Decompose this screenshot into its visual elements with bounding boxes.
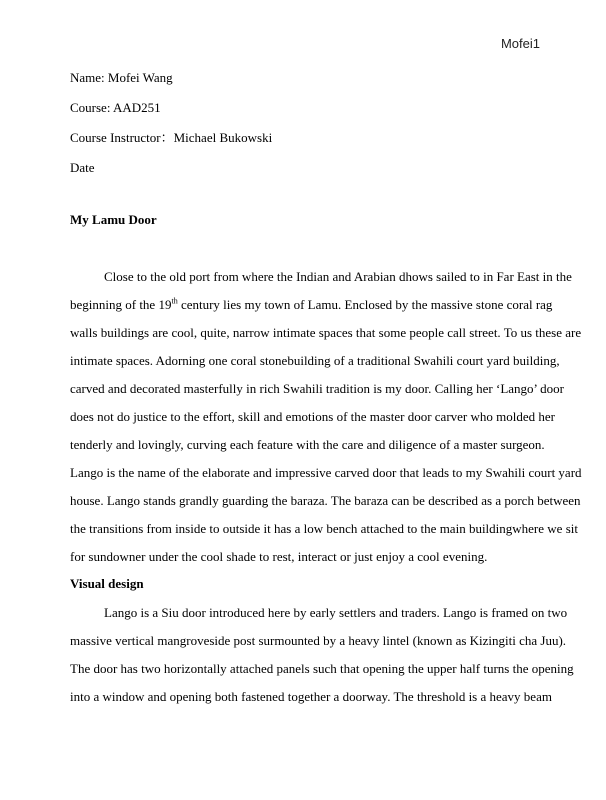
course-code: Course: AAD251 [70,100,161,115]
paragraph-1-line-10: the transitions from inside to outside it has a low bench attached to the main buildingwhere we sit [70,521,578,536]
paragraph-2-line-4: into a window and opening both fastened together a doorway. The threshold is a heavy beam [70,689,552,704]
paragraph-2-line-1: Lango is a Siu door introduced here by early settlers and traders. Lango is framed on two [104,605,568,620]
course-instructor: Course Instructor：Michael Bukowski [70,130,273,145]
paragraph-1-line-2-end: century lies my town of Lamu. Enclosed by the massive stone coral rag [177,297,553,312]
paragraph-1-line-4: intimate spaces. Adorning one coral stonebuilding of a traditional Swahili court yard building, [70,353,560,368]
paragraph-1-line-1: Close to the old port from where the Indian and Arabian dhows sailed to in Far East in the [104,269,572,284]
running-head: Mofei1 [500,36,540,51]
paragraph-1-line-5: carved and decorated masterfully in rich Swahili tradition is my door. Calling her ‘Lango’ door [70,381,564,396]
date-line: Date [70,160,95,175]
paragraph-1-line-6: does not do justice to the effort, skill and emotions of the master door carver who molded her [70,409,555,424]
paragraph-1-line-2-start: beginning of the 19 [70,297,172,312]
section-heading: Visual design [70,576,144,591]
ordinal-suffix: th [171,296,178,306]
paragraph-1-line-8: Lango is the name of the elaborate and impressive carved door that leads to my Swahili court yard [70,465,582,480]
paragraph-1-line-3: walls buildings are cool, quite, narrow intimate spaces that some people call street. To us these are [70,325,582,340]
paragraph-1-line-7: tenderly and lovingly, curving each feature with the care and diligence of a master surgeon. [70,437,545,452]
paragraph-1-line-11: for sundowner under the cool shade to rest, interact or just enjoy a cool evening. [70,549,488,564]
paragraph-1-line-9: house. Lango stands grandly guarding the baraza. The baraza can be described as a porch between [70,493,581,508]
paragraph-2-line-2: massive vertical mangroveside post surmounted by a heavy lintel (known as Kizingiti cha Juu). [70,633,567,648]
student-name: Name: Mofei Wang [70,70,173,85]
essay-title: My Lamu Door [70,212,157,227]
paragraph-1-line-2 [70,297,552,313]
paragraph-2-line-3: The door has two horizontally attached panels such that opening the upper half turns the opening [70,661,574,676]
